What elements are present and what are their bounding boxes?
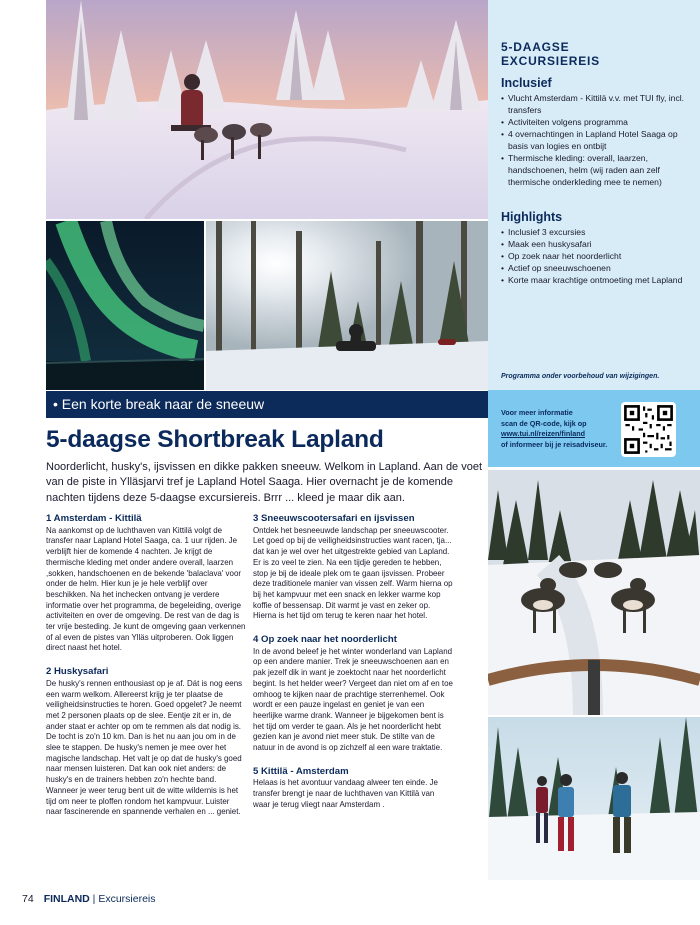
list-item: • 4 overnachtingen in Lapland Hotel Saaga op basis van logies en ontbijt	[501, 128, 688, 152]
trip-info-panel	[488, 0, 700, 390]
website-link[interactable]: www.tui.nl/reizen/finland	[501, 429, 585, 438]
qr-info-box	[488, 390, 700, 467]
day-heading: 4 Op zoek naar het noorderlicht	[253, 634, 397, 646]
list-item: • Thermische kleding: overall, laarzen, handschoenen, helm (wij raden aan zelf thermische onderkleding mee te nemen)	[501, 152, 688, 188]
list-item: • Activiteiten volgens programma	[501, 116, 688, 128]
list-item: • Op zoek naar het noorderlicht	[501, 250, 688, 262]
panel-title	[501, 40, 688, 68]
itinerary-column-right	[253, 514, 453, 824]
day-heading: 3 Sneeuwscootersafari en ijsvissen	[253, 513, 415, 524]
qr-info-text	[501, 408, 611, 450]
list-item: • Inclusief 3 excursies	[501, 226, 688, 238]
photo-husky-sunset	[46, 0, 488, 219]
list-item: • Korte maar krachtige ontmoeting met Lapland	[501, 274, 688, 286]
intro-paragraph: Noorderlicht, husky's, ijsvissen en dikke pakken sneeuw. Welkom in Lapland. Aan de voet van de piste in Ylläsjarvi tref je Lapland Hotel Saaga. Hier overnacht je de komende nachten tijdens deze 5-daagse excursiereis. Brrr ... kleed je maar dik aan.	[46, 461, 483, 504]
section-banner: • Een korte break naar de sneeuw	[46, 391, 488, 418]
inclusief-heading: Inclusief	[501, 76, 552, 90]
inclusief-list	[501, 92, 688, 188]
day-text: Na aankomst op de luchthaven van Kittilä volgt de transfer naar Lapland Hotel Saaga, ca. 1 uur rijden. Je verblijft hier de komende 4 nachten. Je krijgt de thermische kleding met onder andere overall, laarzen ,sokken, handschoenen en de bekende 'balaclava' voor onder de helm. Hier kun je je hele verblijf over beschikken. Na het inchecken ontvang je verdere informatie over het programma, de begeleiding, overige activiteiten en over de omgeving. De rest van de dag is ter vrije besteding. Je kunt de omgeving gaan verkennen of al even de pistes van Ylläs uitproberen. Ook liggen direct naast het hotel.	[46, 525, 246, 653]
highlights-heading: Highlights	[501, 210, 563, 224]
photo-northern-lights	[46, 221, 204, 390]
panel-title-line1: 5-DAAGSE	[501, 40, 570, 54]
list-item: • Maak een huskysafari	[501, 238, 688, 250]
day-heading: 1 Amsterdam - Kittilä	[46, 513, 142, 524]
list-item: • Actief op sneeuwschoenen	[501, 262, 688, 274]
day-text: In de avond beleef je het winter wonderland van Lapland op een andere manier. Trek je sneeuwschoenen aan en pak jezelf dik in want je zoektocht naar het noorderlicht begint. Is het helder weer? Vergeet dan niet om af en toe omhoog te kijken naar de prachtige sterrenhemel. Ook wordt er een pauze ingelast en geniet je van een heerlijke warme drank. Wanneer je bijgekomen bent is het tijd om verder te gaan. Als je het noorderlicht hebt gezien kan je avond niet meer stuk. De stilte van de natuur in de avond is op zichzelf al een ware traktatie.	[253, 646, 453, 753]
day-text: Helaas is het avontuur vandaag alweer ten einde. Je transfer brengt je naar de luchthaven van Kittilä van waar je terug vliegt naar Amsterdam .	[253, 778, 438, 809]
qr-line: of informeer bij je reisadviseur.	[501, 439, 608, 449]
day-heading: 2 Huskysafari	[46, 666, 109, 678]
qr-line: scan de QR-code, kijk op	[501, 418, 587, 428]
day-text: De husky's rennen enthousiast op je af. Dát is nog eens een warm welkom. Allereerst krijg je ter plaatse de veiligheidsinstructies te horen. Goed opgelet? Je neemt met 2 personen plaats op de slee. Eentje zit er in, de ander staat er achter op om te remmen als dat nodig is. De tocht is zo'n 10 km. Dan is het nu aan jou om in de slee te stappen. De husky's nemen je mee over het magische landschap. Het valt je op dat de husky's goed naar mensen luisteren. Dat kan ook niet anders: de husky's en de trainers hebben zo'n hechte band. Wanneer je weer terug bent uit de witte wildernis is het tijd om neer te ploffen rondom het kampvuur. Luister naar fascinerende en spannende verhalen en ... geniet.	[46, 678, 243, 817]
page-title: 5-daagse Shortbreak Lapland	[46, 426, 384, 453]
qr-code-icon[interactable]	[621, 402, 676, 457]
highlights-list	[501, 226, 688, 286]
page-number: 74	[22, 893, 34, 905]
footer-section: Excursiereis	[98, 893, 156, 905]
photo-snowmobile-forest	[206, 221, 488, 390]
photo-snowshoe-hikers	[488, 717, 700, 880]
itinerary-column-left	[46, 514, 246, 831]
footer-country: FINLAND	[43, 893, 90, 905]
list-item: • Vlucht Amsterdam - Kittilä v.v. met TUI fly, incl. transfers	[501, 92, 688, 116]
photo-husky-team	[488, 470, 700, 715]
qr-line: Voor meer informatie	[501, 408, 573, 417]
panel-title-line2: EXCURSIEREIS	[501, 54, 600, 68]
page-footer: 74 FINLAND | Excursiereis	[22, 893, 156, 905]
disclaimer-note: Programma onder voorbehoud van wijzigingen.	[501, 373, 660, 380]
day-text: Ontdek het besneeuwde landschap per sneeuwscooter. Let goed op bij de veiligheidsinstructies want racen, tja... dat kan je wel over het uitgestrekte gebied van Lapland. Er is zo veel te zien. Na een tijdje gereden te hebben, stop je bij de ideale plek om te gaan ijsvissen. Probeer deze traditionele manier van vissen zelf. Warm hierna op bij het kampvuur met een snack en lekker warme kop koffie of bessensap. Dit warmt je vast en zeker op. Hierna is het tijd om terug te keren naar het hotel.	[253, 525, 453, 621]
day-heading: 5 Kittilä - Amsterdam	[253, 765, 349, 777]
